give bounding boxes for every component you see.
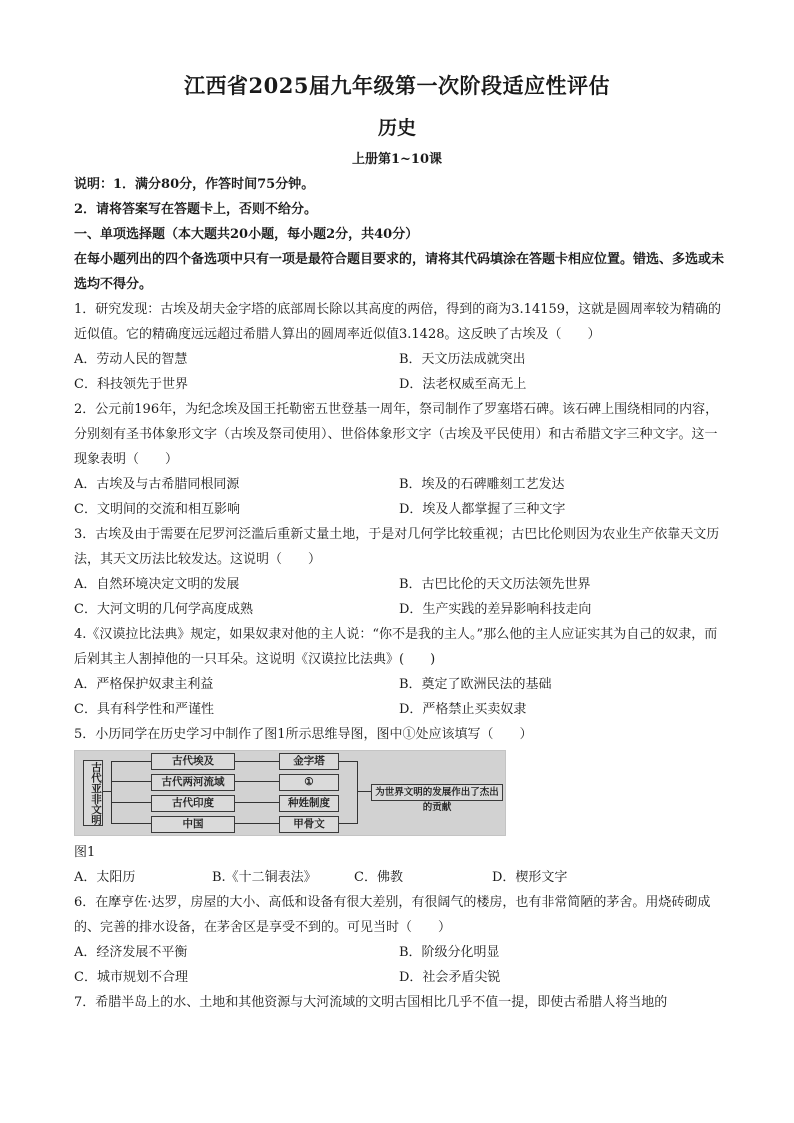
connector [235, 761, 279, 762]
option-a: A．太阳历 [74, 870, 136, 885]
connector [235, 802, 279, 803]
option-c: C．科技领先于世界 [74, 377, 188, 392]
question-5-options [74, 865, 724, 890]
instruction-line-2: 2．请将答案写在答题卡上，否则不给分。 [74, 202, 318, 217]
option-b: B．古巴比伦的天文历法领先世界 [399, 577, 591, 592]
connector [111, 823, 151, 824]
mind-map-figure [74, 750, 506, 836]
option-c: C．城市规划不合理 [74, 970, 188, 985]
question-2-options [74, 472, 724, 522]
mind-map-right-node: ① [279, 774, 339, 791]
option-c: C．具有科学性和严谨性 [74, 702, 214, 717]
question-2-stem: 2．公元前196年，为纪念埃及国王托勒密五世登基一周年，祭司制作了罗塞塔石碑。该石碑上围绕相同的内容，分别刻有圣书体象形文字（古埃及祭司使用）、世俗体象形文字（古埃及平民使用）和古希腊文字三种文字。这一现象表明（ ） [74, 402, 719, 467]
question-1-options [74, 347, 724, 397]
option-d: D．埃及人都掌握了三种文字 [399, 502, 566, 517]
option-b: B．奠定了欧洲民法的基础 [399, 677, 552, 692]
figure-caption: 图1 [74, 845, 96, 860]
mind-map-left-node: 古代两河流域 [151, 774, 235, 791]
option-d: D．法老权威至高无上 [399, 377, 527, 392]
subject-title: 历史 [377, 117, 416, 139]
question-3-options [74, 572, 724, 622]
mind-map-left-node: 古代印度 [151, 795, 235, 812]
instruction-line-1: 说明：1．满分80分，作答时间75分钟。 [74, 177, 315, 192]
mind-map-right-node: 甲骨文 [279, 816, 339, 833]
question-4-stem: 4.《汉谟拉比法典》规定，如果奴隶对他的主人说：“你不是我的主人。”那么他的主人应证实其为自己的奴隶，而后剁其主人割掉他的一只耳朵。这说明《汉谟拉比法典》( ) [74, 627, 718, 667]
mind-map-left-node: 古代埃及 [151, 753, 235, 770]
section-heading: 一、单项选择题（本大题共20小题，每小题2分，共40分） [74, 227, 419, 242]
option-d: D．严格禁止买卖奴隶 [399, 702, 527, 717]
connector [111, 761, 112, 824]
option-c: C．大河文明的几何学高度成熟 [74, 602, 253, 617]
mind-map-right-node: 种姓制度 [279, 795, 339, 812]
question-6-stem: 6．在摩亨佐·达罗，房屋的大小、高低和设备有很大差别，有很阔气的楼房，也有非常简陋的茅舍。用烧砖砌成的、完善的排水设备，在茅舍区是享受不到的。可见当时（ ） [74, 895, 711, 935]
mind-map-right-node: 金字塔 [279, 753, 339, 770]
question-1-stem: 1．研究发现：古埃及胡夫金字塔的底部周长除以其高度的两倍，得到的商为3.14159，这就是圆周率较为精确的近似值。它的精确度远远超过希腊人算出的圆周率近似值3.1428。这反映了古埃及（ ） [74, 302, 722, 342]
question-5-stem: 5．小历同学在历史学习中制作了图1所示思维导图，图中①处应该填写（ ） [74, 727, 533, 742]
section-description: 在每小题列出的四个备选项中只有一项是最符合题目要求的，请将其代码填涂在答题卡相应位置。错选、多选或未选均不得分。 [74, 252, 725, 292]
question-4-options [74, 672, 724, 722]
connector [339, 823, 357, 824]
connector [111, 802, 151, 803]
question-3-stem: 3．古埃及由于需要在尼罗河泛滥后重新丈量土地，于是对几何学比较重视；古巴比伦则因为农业生产依靠天文历法，其天文历法比较发达。这说明（ ） [74, 527, 720, 567]
connector [103, 791, 111, 792]
option-a: A．经济发展不平衡 [74, 945, 188, 960]
mind-map-root: 古代亚非文明 [83, 760, 103, 826]
connector [339, 761, 357, 762]
option-a: A．劳动人民的智慧 [74, 352, 188, 367]
option-b: B．天文历法成就突出 [399, 352, 526, 367]
mind-map-left-node: 中国 [151, 816, 235, 833]
connector [235, 781, 279, 782]
option-d: D．楔形文字 [492, 870, 568, 885]
option-a: A．严格保护奴隶主利益 [74, 677, 214, 692]
option-c: C．文明间的交流和相互影响 [74, 502, 240, 517]
option-d: D．生产实践的差异影响科技走向 [399, 602, 592, 617]
option-b: B．埃及的石碑雕刻工艺发达 [399, 477, 565, 492]
option-c: C．佛教 [354, 870, 403, 885]
connector [357, 761, 358, 824]
mind-map-conclusion: 为世界文明的发展作出了杰出的贡献 [371, 784, 503, 801]
exam-title: 江西省2025届九年级第一次阶段适应性评估 [184, 73, 610, 98]
connector [235, 823, 279, 824]
option-a: A．古埃及与古希腊同根同源 [74, 477, 240, 492]
option-b: B.《十二铜表法》 [212, 870, 317, 885]
connector [111, 781, 151, 782]
exam-scope: 上册第1~10课 [351, 152, 443, 167]
connector [111, 761, 151, 762]
exam-content [74, 172, 724, 1015]
option-a: A．自然环境决定文明的发展 [74, 577, 240, 592]
option-b: B．阶级分化明显 [399, 945, 500, 960]
question-6-options [74, 940, 724, 990]
connector [357, 791, 371, 792]
question-7-stem: 7．希腊半岛上的水、土地和其他资源与大河流域的文明古国相比几乎不值一提，即使古希腊人将当地的 [74, 995, 668, 1010]
option-d: D．社会矛盾尖锐 [399, 970, 501, 985]
